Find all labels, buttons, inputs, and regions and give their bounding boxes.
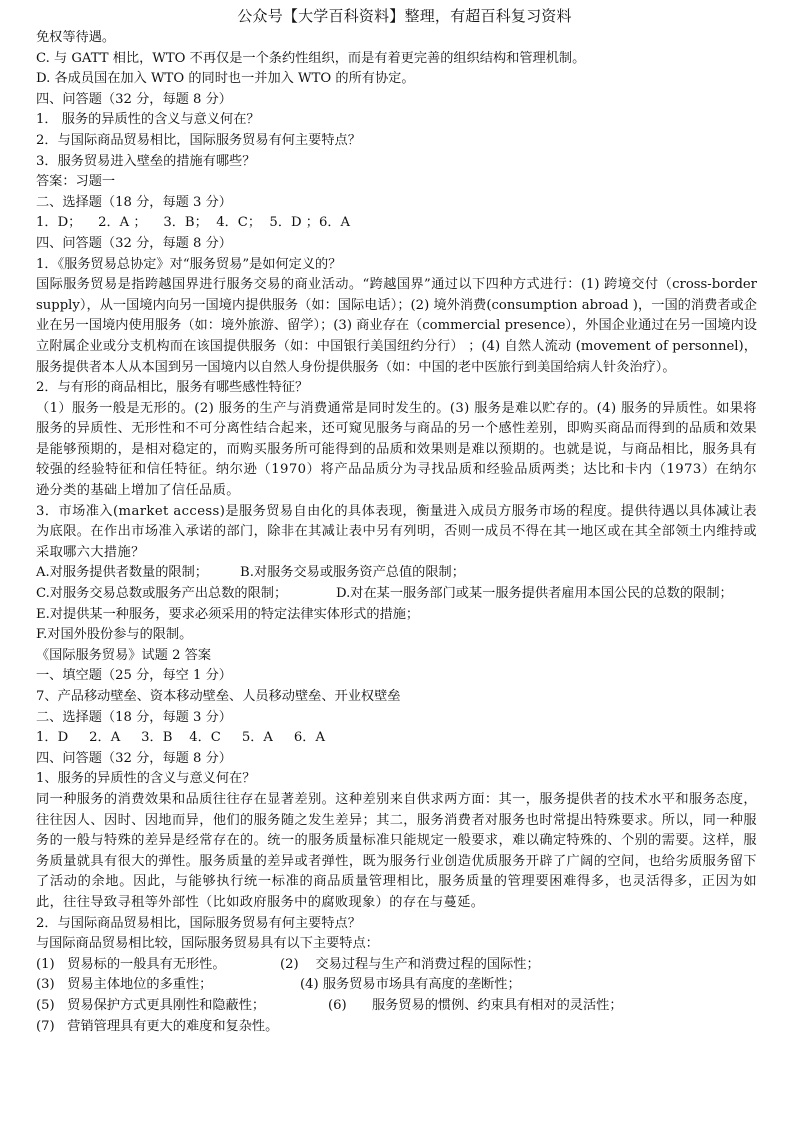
answer-key-line: 1．D 2．A 3．B 4．C 5．A 6．A <box>36 730 325 746</box>
question-line: 2．与有形的商品相比，服务有哪些感性特征？ <box>36 380 309 396</box>
section-heading: 四、问答题（32 分，每题 8 分） <box>36 91 232 107</box>
question-line: 2．与国际商品贸易相比，国际服务贸易有何主要特点？ <box>36 915 361 931</box>
answer-paragraph: （1）服务一般是无形的。(2) 服务的生产与消费通常是同时发生的。(3) 服务是难以贮存的。(4) 服务的异质性。如果将服务的异质性、无形性和不可分离性结合起来，还可窥见服务与商品的另一个感性差别，即购买商品而得到的品质和效果是能够预期的，是相对稳定的，而购买服务所可能得到的品质和效果则是难以预期的。也就是说，与商品相比，服务具有较强的经验特征和信任特征。纳尔逊（1970）将产品品质分为寻找品质和经验品质两类；达比和卡内（1973）在纳尔逊分类的基础上增加了信任品质。 <box>36 400 757 499</box>
option-a: A.对服务提供者数量的限制； <box>36 565 208 581</box>
feature-3: (3) 贸易主体地位的多重性； <box>36 977 213 993</box>
section-heading: 二、选择题（18 分，每题 3 分） <box>36 709 232 725</box>
section-heading: 四、问答题（32 分，每题 8 分） <box>36 235 232 251</box>
question-line: 1、服务的异质性的含义与意义何在？ <box>36 771 256 787</box>
features-row <box>36 996 757 1017</box>
answer-line: 7、产品移动壁垒、资本移动壁垒、人员移动壁垒、开业权壁垒 <box>36 689 401 704</box>
features-row <box>36 1017 757 1038</box>
document-body <box>36 28 757 1037</box>
feature-1: (1) 贸易标的一般具有无形性。 <box>36 956 226 972</box>
answer-paragraph: 同一种服务的消费效果和品质往往存在显著差别。这种差别来自供求两方面：其一，服务提供者的技术水平和服务态度，往往因人、因时、因地而异，他们的服务随之发生差异；其二，服务消费者对服务也时常提出特殊要求。所以，同一种服务的一般与特殊的差异是经常存在的。统一的服务质量标准只能规定一般要求，难以确定特殊的、个别的需要。这样，服务质量就具有很大的弹性。服务质量的差异或者弹性，既为服务行业创造优质服务开辟了广阔的空间，也给劣质服务留下了活动的余地。因此，与能够执行统一标准的商品质量管理相比，服务质量的管理要困难得多，也灵活得多，正因为如此，往往导致寻租等外部性（比如政府服务中的腐败现象）的存在与蔓延。 <box>36 791 757 910</box>
option-d-line: D. 各成员国在加入 WTO 的同时也一并加入 WTO 的所有协定。 <box>36 71 415 87</box>
option-c: C.对服务交易总数或服务产出总数的限制； <box>36 586 288 602</box>
features-row <box>36 975 757 996</box>
answer-paragraph: 国际服务贸易是指跨越国界进行服务交易的商业活动。“跨越国界”通过以下四种方式进行：(1) 跨境交付（cross-border supply），从一国境内向另一国境内提供服务（如：国际电话）；(2) 境外消费(consumption abroad )，一国的消费者或企业在另一国境内使用服务（如：境外旅游、留学）；(3) 商业存在（commercial presence），外国企业通过在另一国境内设立附属企业或分支机构而在该国提供服务（如：中国银行美国纽约分行） ；(4) 自然人流动 (movement of personnel)，服务提供者本人从本国到另一国境内以自然人身份提供服务（如：中国的老中医旅行到美国给病人针灸治疗）。 <box>36 277 757 375</box>
feature-6: 服务贸易的惯例、约束具有相对的灵活性； <box>372 997 623 1013</box>
question-line: 2．与国际商品贸易相比，国际服务贸易有何主要特点？ <box>36 132 361 148</box>
options-row <box>36 584 757 605</box>
answer-heading: 答案：习题一 <box>36 174 116 190</box>
feature-2: (2) 交易过程与生产和消费过程的国际性； <box>280 956 540 972</box>
section-heading: 四、问答题（32 分，每题 8 分） <box>36 750 232 766</box>
answer-paragraph: 3．市场准入(market access)是服务贸易自由化的具体表现，衡量进入成员方服务市场的程度。提供待遇以具体减让表为底限。在作出市场准入承诺的部门，除非在其减让表中另有列明，否则一成员不得在其一地区或在其全部领土内维持或采取哪六大措施？ <box>36 503 757 560</box>
question-line: 1． 服务的异质性的含义与意义何在？ <box>36 112 260 128</box>
question-line: 3．服务贸易进入壁垒的措施有哪些？ <box>36 153 256 169</box>
option-f: F.对国外股份参与的限制。 <box>36 627 193 643</box>
feature-4: (4) 服务贸易市场具有高度的垄断性； <box>300 977 521 993</box>
question-line: 1．《服务贸易总协定》对“服务贸易”是如何定义的？ <box>36 256 342 272</box>
features-row <box>36 955 757 976</box>
answer-key-line: 1．D； 2．A ； 3．B； 4．C； 5．D ；6．A <box>36 215 351 231</box>
option-b: B.对服务交易或服务资产总值的限制； <box>240 565 465 581</box>
feature-6-number: (6) <box>328 997 347 1013</box>
section-heading: 一、填空题（25 分，每空 1 分） <box>36 668 232 684</box>
section-heading: 二、选择题（18 分，每题 3 分） <box>36 194 232 210</box>
feature-5: (5) 贸易保护方式更具刚性和隐蔽性； <box>36 997 266 1013</box>
option-e: E.对提供某一种服务，要求必须采用的特定法律实体形式的措施； <box>36 606 420 622</box>
option-c-line: C. 与 GATT 相比，WTO 不再仅是一个条约性组织，而是有着更完善的组织结构和管理机制。 <box>36 50 586 66</box>
exam-title: 《国际服务贸易》试题 2 答案 <box>36 647 212 663</box>
feature-7: (7) 营销管理具有更大的难度和复杂性。 <box>36 1018 279 1034</box>
option-d: D.对在某一服务部门或某一服务提供者雇用本国公民的总数的限制； <box>336 586 733 602</box>
page-header: 公众号【大学百科资料】整理，有超百科复习资料 <box>237 7 572 25</box>
answer-line: 与国际商品贸易相比较，国际服务贸易具有以下主要特点： <box>36 936 379 952</box>
text-line: 免权等待遇。 <box>36 30 116 45</box>
options-row <box>36 563 757 584</box>
